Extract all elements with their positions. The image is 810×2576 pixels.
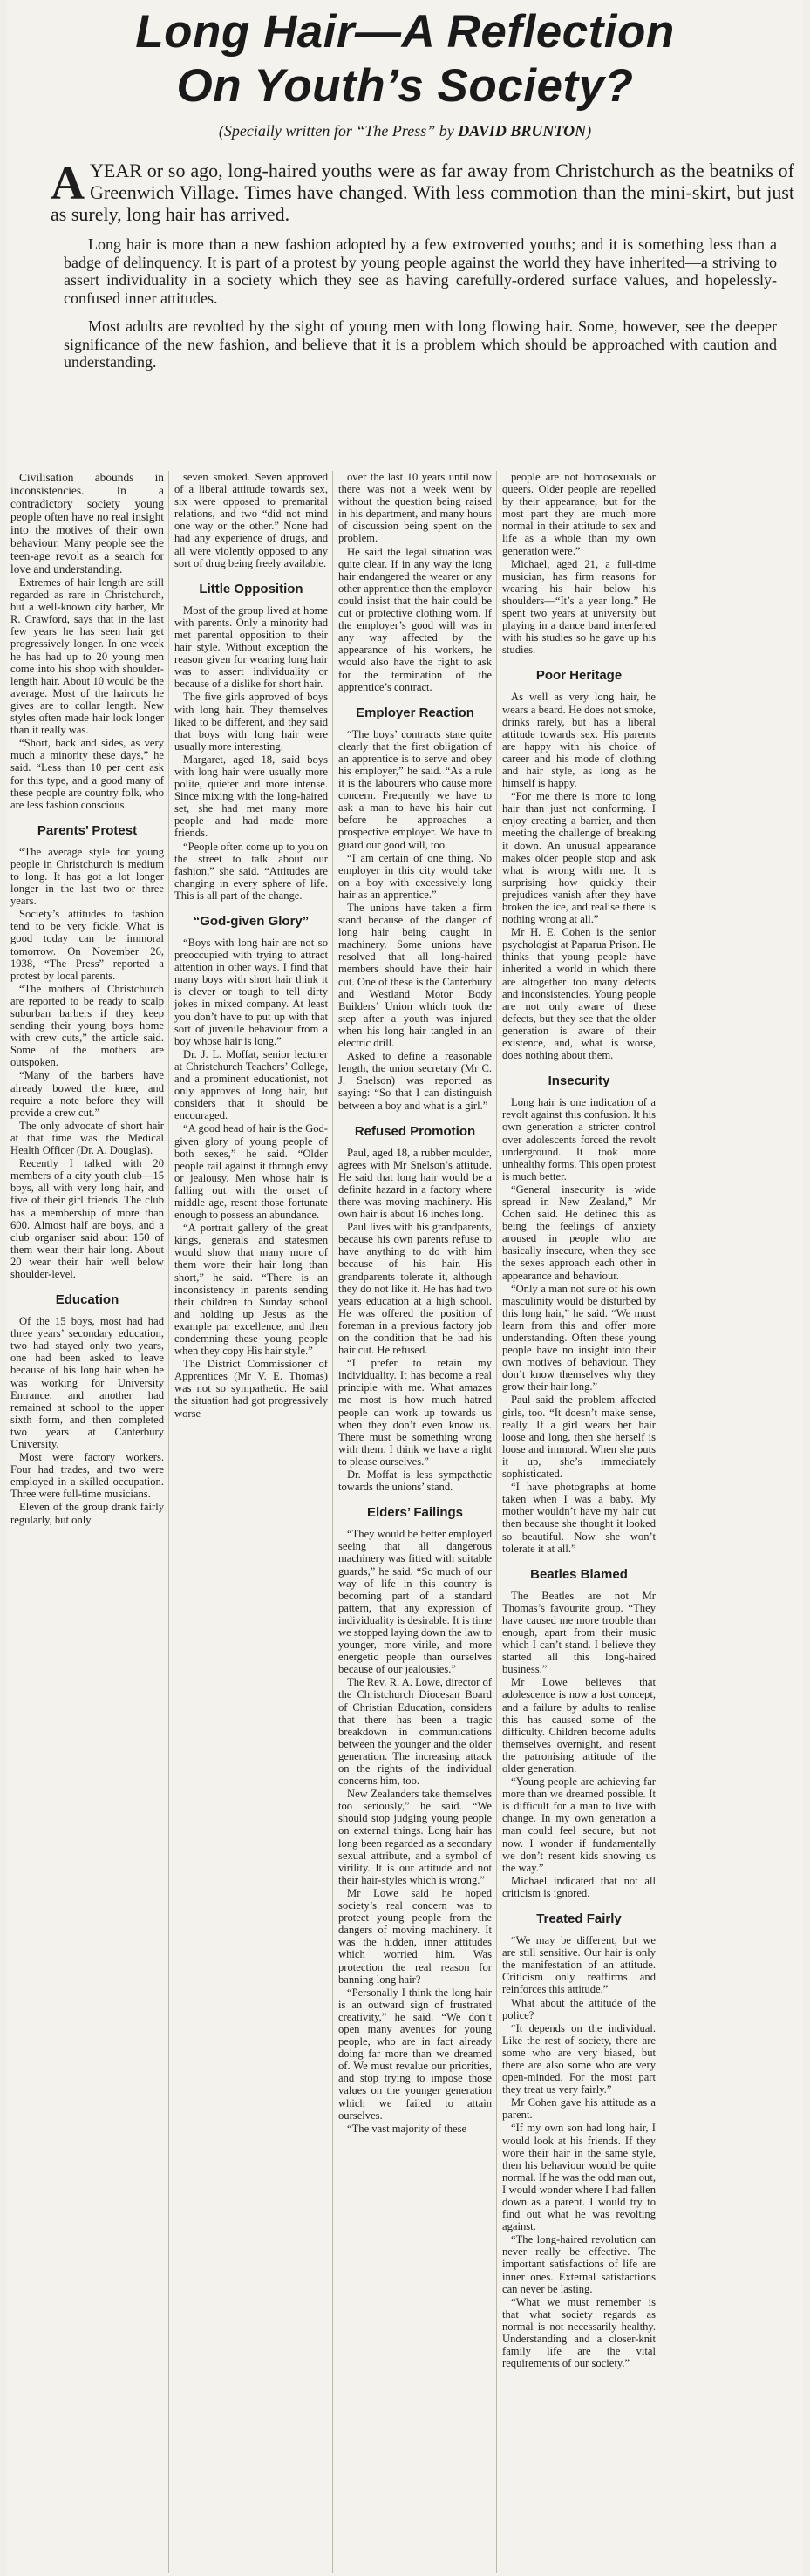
body-paragraph: The District Commissioner of Apprentices (Mr V. E. Thomas) was not so sympathetic. He said the situation had got progressively worse xyxy=(174,1358,328,1420)
body-paragraph: “Short, back and sides, as very much a minority these days,” he said. “Less than 10 per cent ask for this type, and a good many of these people are country folk, who are less fashion conscious. xyxy=(10,737,164,811)
newspaper-clipping xyxy=(7,0,803,2576)
body-paragraph: What about the attitude of the police? xyxy=(502,1996,656,2021)
body-paragraph: Michael indicated that not all criticism is ignored. xyxy=(502,1874,656,1899)
body-paragraph: The five girls approved of boys with long hair. They themselves liked to be different, and they said that boys with long hair were usually more interesting. xyxy=(174,691,328,753)
body-paragraph: Long hair is one indication of a revolt against this confusion. It his own generation a stricter control over adolescents forced the revolt underground. It took more unhealthy forms. This open protest is much better. xyxy=(502,1096,656,1182)
body-paragraph: Society’s attitudes to fashion tend to be very fickle. What is good today can be immoral tomorrow. On November 26, 1938, “The Press” reported a protest by local parents. xyxy=(10,908,164,982)
subheading: Treated Fairly xyxy=(536,1912,622,1927)
body-paragraph: The Beatles are not Mr Thomas’s favourite group. “They have caused me more trouble than enough, apart from their music which I can’t stand. I believe they started all this long-haired business.” xyxy=(502,1589,656,1676)
body-paragraph: Of the 15 boys, most had had three years’ secondary education, two had stayed only two years, one had been asked to leave because of his long hair when he was working for University Entrance, and another had remained at school to the upper sixth form, and then completed two years at Canterbury University. xyxy=(10,1315,164,1450)
subheading: “God-given Glory” xyxy=(193,914,310,929)
body-paragraph: Eleven of the group drank fairly regularly, but only xyxy=(10,1501,164,1526)
body-paragraph: “They would be better employed seeing that all dangerous machinery was fitted with suitable guards,” he said. “So much of our way of life in this country is becoming part of a standard pattern, that any expression of individuality is desirable. It is time we stopped laying down the law to younger, more virile, and more energetic people than ourselves because of our jealousies.” xyxy=(338,1528,492,1676)
body-paragraph: “We may be different, but we are still sensitive. Our hair is only the manifestation of an attitude. Criticism only reaffirms and reinforces this attitude.” xyxy=(502,1934,656,1996)
body-paragraph: Dr. J. L. Moffat, senior lecturer at Christchurch Teachers’ College, and a prominent educationist, not only approves of long hair, but considers that it should be encouraged. xyxy=(174,1047,328,1122)
body-paragraph: “I prefer to retain my individuality. It has become a real principle with me. What amazes me most is how much hatred people can work up towards us when they don’t even know us. There must be something wrong with them. I think we have a right to please ourselves.” xyxy=(338,1357,492,1468)
body-paragraph: Paul said the problem affected girls, too. “It doesn’t make sense, really. If a girl wears her hair loose and long, then she herself is loose and immoral. When she puts it up, she’s immediately sophisticated. xyxy=(502,1394,656,1481)
body-paragraph: “I have photographs at home taken when I was a baby. My mother wouldn’t have my hair cut then because she thought it looked so beautiful. Now she won’t tolerate it at all.” xyxy=(502,1481,656,1555)
column-divider xyxy=(168,471,169,2573)
body-paragraph: “The mothers of Christchurch are reported to be ready to scalp suburban barbers if they keep sending their young boys home with crew cuts,” the article said. Some of the mothers are outspoken. xyxy=(10,982,164,1069)
body-paragraph: Paul, aged 18, a rubber moulder, agrees with Mr Snelson’s attitude. He said that long hair would be a definite hazard in a factory where there was moving machinery. His own hair is about 16 inches long. xyxy=(338,1146,492,1221)
subheading: Education xyxy=(55,1292,119,1308)
body-paragraph: “The boys’ contracts state quite clearly that the first obligation of an apprentice is to serve and obey his employer,” he said. “As a rule it is the labourers who cause more concern. Frequently we have to ask a man to have his hair cut before he approaches a prospective employer. We have to guard our good will, too. xyxy=(338,727,492,851)
body-paragraph: He said the legal situation was quite clear. If in any way the long hair endangered the wearer or any other apprentice then the employer could insist that the hair could be cut or protective clothing worn. If the employer’s good will was in any way affected by the appearance of his workers, he would also have the right to ask for the termination of the apprentice’s contract. xyxy=(338,545,492,693)
body-paragraph: “I am certain of one thing. No employer in this city would take on a boy with excessively long hair as an apprentice.” xyxy=(338,851,492,901)
body-paragraph: “Many of the barbers have already bowed the knee, and require a note before they will provide a crew cut.” xyxy=(10,1069,164,1119)
body-paragraph: “The vast majority of these xyxy=(347,2122,467,2135)
body-paragraph: Michael, aged 21, a full-time musician, has firm reasons for wearing his hair below his shoulders—“It’s a year long.” He spent two years at university but playing in a dance band interfered with his studies so he gave up his studies. xyxy=(502,557,656,657)
body-paragraph: The Rev. R. A. Lowe, director of the Christchurch Diocesan Board of Christian Education, considers that there has been a tragic breakdown in communications between the younger and the older generation. The increasing attack on the rights of the individual concerns him, too. xyxy=(338,1676,492,1788)
lead-paragraph: Civilisation abounds in inconsistencies. In a contradictory society young people often have no real insight into the motives of their own behaviour. Many people see the teen-age revolt as a search for love and understanding. xyxy=(10,471,164,576)
body-paragraph: people are not homosexuals or queers. Older people are repelled by their appearance, but for the most part they are much more normal in their attitude to sex and life as a whole than my own generation were.” xyxy=(502,471,656,557)
subheading: Beatles Blamed xyxy=(530,1566,628,1582)
body-paragraph: “General insecurity is wide spread in New Zealand,” Mr Cohen said. He defined this as being the feelings of anxiety aroused in people who are basically insecure, when they see the sexes approach each other in appearance and behaviour. xyxy=(502,1182,656,1282)
subheading: Parents’ Protest xyxy=(37,822,138,838)
body-paragraph: Recently I talked with 20 members of a city youth club—15 boys, all with very long hair, and five of their girl friends. The club has a membership of more than 600. Almost half are boys, and a club organiser said about 150 of them wear their hair long. About 20 wear their hair well below shoulder-level. xyxy=(10,1157,164,1280)
body-paragraph: Mr H. E. Cohen is the senior psychologist at Paparua Prison. He thinks that young people have inherited a world in which there are altogether too many defects and inconsistencies. Young people are not only aware of these defects, but they see that the older generation is aware of their existence, and, what is worse, does nothing about them. xyxy=(502,926,656,1062)
body-paragraph: “Only a man not sure of his own masculinity would be disturbed by this long hair,” he said. “We must learn from this and offer more understanding. Often these young people have no insight into their own motives of behaviour. They don’t know themselves why they grow their hair long.” xyxy=(502,1282,656,1394)
body-paragraph: “The long-haired revolution can never really be effective. The important satisfactions of life are inner ones. External satisfactions can never be lasting. xyxy=(502,2233,656,2295)
byline: (Specially written for “The Press” by DAVID BRUNTON) xyxy=(218,122,592,140)
column-1 xyxy=(10,471,164,2573)
body-paragraph: Extremes of hair length are still regarded as rare in Christchurch, but a well-known city barber, Mr R. Crawford, says that in the last few years he has seen hair get progressively longer. In one week he has had up to 20 young men come into his shop with shoulder-length hair. About 10 would be the average. Most of the haircuts he gives are to collar length. New styles often made hair look longer than it really was. xyxy=(10,576,164,737)
standfirst-paragraph: Long hair is more than a new fashion adopted by a few extroverted youths; and it is something less than a badge of delinquency. It is part of a protest by young people against the world they have inherited—a striving to assert individuality in a society which they see as having carefully-ordered surface values, and hopelessly-confused inner attitudes. xyxy=(64,235,777,307)
subheading: Elders’ Failings xyxy=(366,1505,464,1521)
body-paragraph: New Zealanders take themselves too seriously,” he said. “We should stop judging young people on external things. Long hair has long been regarded as a secondary sexual attribute, and a symbol of virility. It is our attitude and not their hair-styles which is wrong.” xyxy=(338,1788,492,1886)
body-paragraph: “A good head of hair is the God-given glory of young people of both sexes,” he said. “Older people rail against it through envy or jealousy. Men whose hair is falling out with the onset of middle age, resent those fortunate enough to possess an abundance. xyxy=(174,1122,328,1222)
drop-cap: A xyxy=(51,157,85,209)
body-paragraph: Mr Lowe said he hoped society’s real concern was to protect young people from the dangers of moving machinery. It was the hidden, inner attitudes which worried him. Was protection the real reason for banning long hair? xyxy=(338,1886,492,1986)
byline-prefix: (Specially written for “The Press” by xyxy=(218,122,454,140)
body-paragraph: “Boys with long hair are not so preoccupied with trying to attract attention in other ways. I find that many boys with short hair think it is clever or tough to tell dirty jokes in mixed company. At least you don’t have to put up with that sort of juvenile behaviour from a boy whose hair is long.” xyxy=(174,937,328,1047)
intro-text: YEAR or so ago, long-haired youths were as far away from Christchurch as the beatniks of Greenwich Village. Times have changed. With less commotion than the mini-skirt, but just as surely, long hair has arrived. xyxy=(51,160,794,225)
subheading: Little Opposition xyxy=(199,581,303,596)
body-paragraph: The unions have taken a firm stand because of the danger of long hair being caught in machinery. Some unions have resolved that all long-haired members should have their hair cut. One of these is the Canterbury and Westland Motor Body Builders’ Union which took the step after a youth was injured when his long hair tangled in an electric drill. xyxy=(338,902,492,1050)
column-4 xyxy=(502,471,656,2573)
headline-line-2: On Youth’s Society? xyxy=(176,60,634,112)
article-columns xyxy=(7,471,803,2573)
body-paragraph: “What we must remember is that what society regards as normal is not necessarily healthy. Understanding and a closer-knit family life are the vital requirements of our society.” xyxy=(502,2295,656,2370)
body-paragraph: “Personally I think the long hair is an outward sign of frustrated creativity,” he said. “We don’t open many avenues for young people, who are in fact already doing far more than we dreamed of. We must revalue our priorities, and stop trying to impose those values on the younger generation which we failed to attain ourselves. xyxy=(338,1986,492,2122)
column-3 xyxy=(338,471,492,2573)
body-paragraph: “A portrait gallery of the great kings, generals and statesmen would show that many more of them wore their hair long than short,” he said. “There is an inconsistency in parents sending their children to Sunday school and holding up Jesus as the example par excellence, and then condemning these young people when they copy His hair style.” xyxy=(174,1222,328,1358)
body-paragraph: “People often come up to you on the street to talk about our fashion,” she said. “Attitudes are changing in every sphere of life. This is all part of the change. xyxy=(174,840,328,902)
headline xyxy=(7,0,803,113)
body-paragraph: Most were factory workers. Four had trades, and two were employed in a skilled occupation. Three were full-time musicians. xyxy=(10,1451,164,1501)
body-paragraph: “For me there is more to long hair than just not conforming. I enjoy creating a barrier, and then meeting the challenge of breaking it down. An unusual appearance makes older people stop and ask what is wrong with me. It is surprising how quickly their prejudices vanish after they have broken the ice, and realise there is nothing wrong at all.” xyxy=(502,790,656,926)
byline-author: DAVID BRUNTON xyxy=(458,122,587,140)
headline-line-1: Long Hair—A Reflection xyxy=(135,6,675,58)
subheading: Insecurity xyxy=(548,1073,610,1089)
standfirst-paragraph: Most adults are revolted by the sight of young men with long flowing hair. Some, however, see the deeper significance of the new fashion, and believe that it is a problem which should be approached with caution and understanding. xyxy=(64,317,777,371)
subheading: Poor Heritage xyxy=(535,668,623,684)
body-paragraph: seven smoked. Seven approved of a liberal attitude towards sex, six were opposed to premarital relations, and two “did not mind one way or the other.” None had had any experience of drugs, and all were violently opposed to any sort of drug being freely available. xyxy=(174,471,328,569)
body-paragraph: Paul lives with his grandparents, because his own parents refuse to have anything to do with him because of his hair. His grandparents tolerate it, although they do not like it. He has had two years education at a high school. He was offered the position of foreman in a previous factory job on the condition that he had his hair cut. He refused. xyxy=(338,1221,492,1357)
body-paragraph: “Young people are achieving far more than we dreamed possible. It is difficult for a man to live with change. In my own generation a man could feel secure, but not now. I wonder if fundamentally we don’t resent kids showing us the way.” xyxy=(502,1775,656,1874)
subheading: Employer Reaction xyxy=(356,705,474,720)
column-divider xyxy=(496,471,497,2573)
body-paragraph: Margaret, aged 18, said boys with long hair were usually more polite, quieter and more intense. Since mixing with the long-haired set, she had met many more people and had made more friends. xyxy=(174,753,328,840)
body-paragraph: over the last 10 years until now there was not a week went by without the question being raised in his department, and many hours of discussion being spent on the problem. xyxy=(338,471,492,545)
body-paragraph: Mr Cohen gave his attitude as a parent. xyxy=(502,2096,656,2122)
column-2 xyxy=(174,471,328,2573)
body-paragraph: Dr. Moffat is less sympathetic towards the unions’ stand. xyxy=(338,1469,492,1494)
body-paragraph: “It depends on the individual. Like the rest of society, there are some who are very biased, but there are also some who are very open-minded. For the most part they treat us very fairly.” xyxy=(502,2021,656,2096)
body-paragraph: “The average style for young people in Christchurch is medium to long. It has got a lot longer longer in the last two or three years. xyxy=(10,845,164,908)
subheading: Refused Promotion xyxy=(354,1123,476,1139)
body-paragraph: Most of the group lived at home with parents. Only a minority had met parental opposition to their hair style. Without exception the reason given for wearing long hair was to assert individuality or because of a dislike for short hair. xyxy=(174,603,328,691)
body-paragraph: The only advocate of short hair at that time was the Medical Health Officer (Dr. A. Douglas). xyxy=(10,1119,164,1157)
body-paragraph: “If my own son had long hair, I would look at his friends. If they wore their hair in the same style, then his behaviour would be quite normal. If he was the odd man out, I would wonder where I had fallen down as a parent. I would try to find out what he was revolting against. xyxy=(502,2122,656,2233)
intro-paragraph xyxy=(51,157,794,225)
body-paragraph: As well as very long hair, he wears a beard. He does not smoke, drinks rarely, but has a liberal attitude towards sex. His parents are happy with his choice of career and his mode of clothing and hair style, as long as he himself is happy. xyxy=(502,691,656,790)
body-paragraph: Asked to define a reasonable length, the union secretary (Mr C. J. Snelson) was reported as saying: “So that I can distinguish between a boy and what is a girl.” xyxy=(338,1050,492,1112)
body-paragraph: Mr Lowe believes that adolescence is now a lost concept, and a failure by adults to realise this has caused some of the difficulty. Children become adults themselves overnight, and resent the patronising attitude of the older generation. xyxy=(502,1676,656,1775)
column-divider xyxy=(332,471,333,2573)
